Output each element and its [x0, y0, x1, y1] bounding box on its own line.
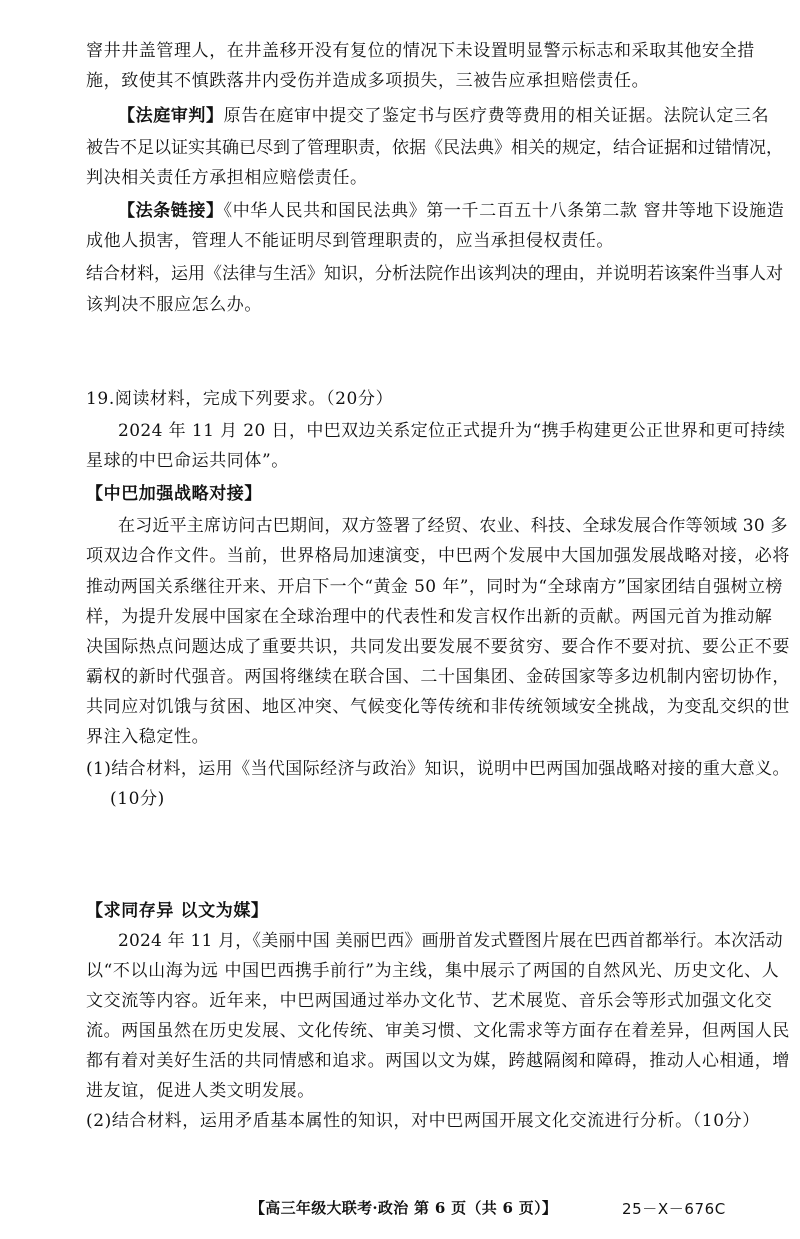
- intro-line: 2024 年 11 月 20 日，中巴双边关系定位正式提升为“携手构建更公正世界和更可持续: [118, 421, 786, 441]
- paragraph-line: 样，为提升发展中国家在全球治理中的代表性和发言权作出新的贡献。两国元首为推动解: [86, 607, 773, 627]
- body-text-line: 施，致使其不慎跌落井内受伤并造成多项损失，三被告应承担赔偿责任。: [86, 71, 650, 91]
- paragraph-line: 推动两国关系继往开来、开启下一个“黄金 50 年”，同时为“全球南方”国家团结自强树立榜: [86, 577, 783, 597]
- question-text-line: 结合材料，运用《法律与生活》知识，分析法院作出该判决的理由，并说明若该案件当事人对: [86, 264, 783, 284]
- question-19-title: 19.阅读材料，完成下列要求。（20分）: [86, 389, 394, 409]
- paragraph-line: 流。两国虽然在历史发展、文化传统、审美习惯、文化需求等方面存在着差异，但两国人民: [86, 1021, 790, 1041]
- sub-question-2: (2)结合材料，运用矛盾基本属性的知识，对中巴两国开展文化交流进行分析。（10分）: [86, 1111, 760, 1131]
- sub-question-1: (1)结合材料，运用《当代国际经济与政治》知识，说明中巴两国加强战略对接的重大意义。: [86, 759, 790, 779]
- page-footer: 【高三年级大联考·政治 第 6 页（共 6 页）】: [250, 1199, 558, 1217]
- section-heading-culture: 【求同存异 以文为媒】: [86, 901, 269, 921]
- question-text-line: 该判决不服应怎么办。: [86, 295, 262, 315]
- law-link-heading: 【法条链接】: [118, 201, 224, 221]
- court-trial-paragraph: [118, 105, 769, 127]
- paragraph-line: 都有着对美好生活的共同情感和追求。两国以文为媒，跨越隔阂和障碍，推动人心相通，增: [86, 1051, 790, 1071]
- court-trial-heading: 【法庭审判】: [118, 106, 224, 126]
- law-link-paragraph: [118, 200, 784, 222]
- paragraph-line: 决国际热点问题达成了重要共识，共同发出要发展不要贫穷、要合作不要对抗、要公正不要: [86, 637, 790, 657]
- body-text-line: 窨井井盖管理人，在井盖移开没有复位的情况下未设置明显警示标志和采取其他安全措: [86, 41, 755, 61]
- intro-line: 星球的中巴命运共同体”。: [86, 451, 289, 471]
- sub-question-1-score: (10分): [110, 789, 165, 809]
- paragraph-line: 2024 年 11 月，《美丽中国 美丽巴西》画册首发式暨图片展在巴西首都举行。本次活动: [118, 931, 783, 951]
- body-text-line: 原告在庭审中提交了鉴定书与医疗费等费用的相关证据。法院认定三名: [223, 106, 770, 126]
- paragraph-line: 以“不以山海为远 中国巴西携手前行”为主线，集中展示了两国的自然风光、历史文化、人: [86, 961, 780, 981]
- paragraph-line: 在习近平主席访问古巴期间，双方签署了经贸、农业、科技、全球发展合作等领域 30 多: [118, 516, 788, 536]
- paragraph-line: 文交流等内容。近年来，中巴两国通过举办文化节、艺术展览、音乐会等形式加强文化交: [86, 991, 773, 1011]
- paragraph-line: 进友谊，促进人类文明发展。: [86, 1081, 315, 1101]
- body-text-line: 成他人损害，管理人不能证明尽到管理职责的，应当承担侵权责任。: [86, 231, 614, 251]
- exam-code: 25－X－676C: [622, 1200, 726, 1218]
- paragraph-line: 霸权的新时代强音。两国将继续在联合国、二十国集团、金砖国家等多边机制内密切协作，: [86, 667, 790, 687]
- paragraph-line: 共同应对饥饿与贫困、地区冲突、气候变化等传统和非传统领域安全挑战，为变乱交织的世: [86, 697, 790, 717]
- section-heading-strategy: 【中巴加强战略对接】: [86, 484, 262, 504]
- body-text-line: 判决相关责任方承担相应赔偿责任。: [86, 168, 368, 188]
- body-text-line: 被告不足以证实其确已尽到了管理职责，依据《民法典》相关的规定，结合证据和过错情况，: [86, 138, 783, 158]
- paragraph-line: 界注入稳定性。: [86, 727, 210, 747]
- body-text-line: 《中华人民共和国民法典》第一千二百五十八条第二款 窨井等地下设施造: [223, 201, 785, 221]
- paragraph-line: 项双边合作文件。当前，世界格局加速演变，中巴两个发展中大国加强发展战略对接，必将: [86, 546, 790, 566]
